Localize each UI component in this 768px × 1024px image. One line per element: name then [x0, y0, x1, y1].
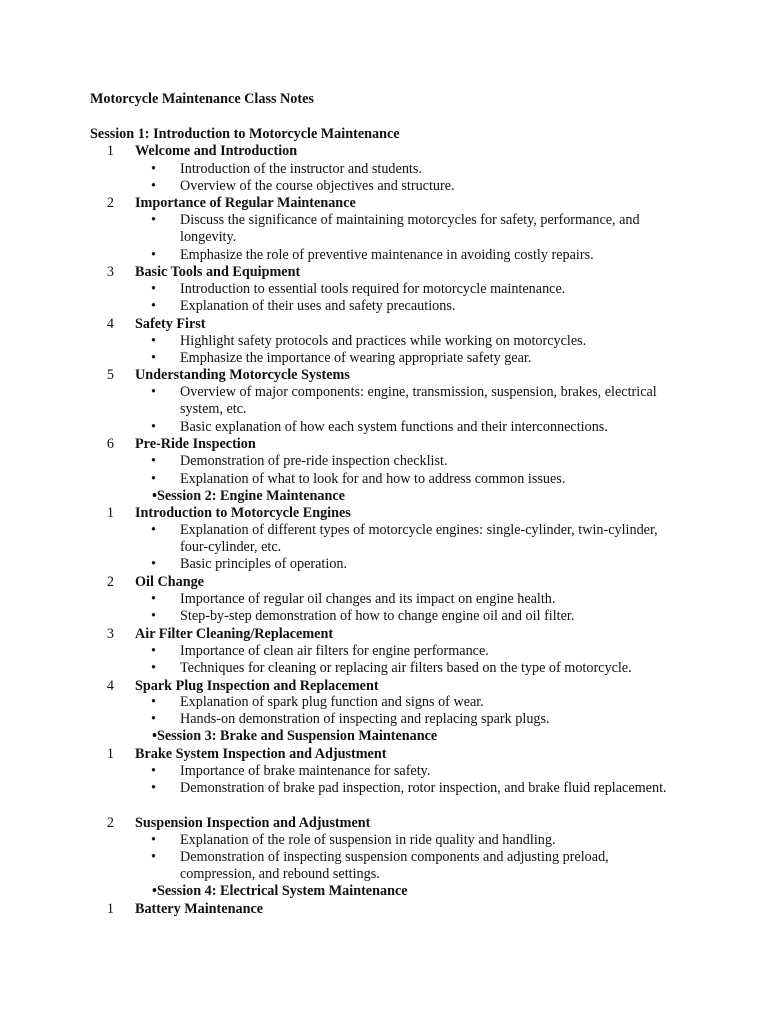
bullet-text: Explanation of their uses and safety precautions. [180, 298, 456, 314]
session-heading: •Session 3: Brake and Suspension Maintenance [152, 728, 438, 744]
item-number: 2 [106, 815, 114, 831]
bullet-text: Emphasize the importance of wearing appropriate safety gear. [180, 350, 532, 366]
bullet-marker: • [151, 660, 156, 676]
item-number: 2 [106, 195, 114, 211]
bullet-text: Emphasize the role of preventive maintenance in avoiding costly repairs. [180, 247, 594, 263]
item-title: Basic Tools and Equipment [135, 264, 301, 280]
bullet-marker: • [151, 522, 156, 538]
document-title: Motorcycle Maintenance Class Notes [90, 91, 314, 107]
item-title: Pre-Ride Inspection [135, 436, 256, 452]
bullet-marker: • [151, 763, 156, 779]
bullet-marker: • [151, 643, 156, 659]
item-title: Importance of Regular Maintenance [135, 195, 356, 211]
bullet-text: Demonstration of brake pad inspection, rotor inspection, and brake fluid replacement. [180, 780, 667, 796]
bullet-marker: • [151, 849, 156, 865]
item-title: Brake System Inspection and Adjustment [135, 746, 387, 762]
bullet-marker: • [151, 281, 156, 297]
bullet-text: Explanation of the role of suspension in ride quality and handling. [180, 832, 556, 848]
bullet-text: Introduction to essential tools required for motorcycle maintenance. [180, 281, 566, 297]
bullet-marker: • [151, 298, 156, 314]
item-title: Understanding Motorcycle Systems [135, 367, 350, 383]
bullet-marker: • [151, 832, 156, 848]
item-number: 1 [106, 143, 114, 159]
item-number: 1 [106, 901, 114, 917]
item-number: 1 [106, 746, 114, 762]
bullet-text: Highlight safety protocols and practices while working on motorcycles. [180, 333, 587, 349]
bullet-marker: • [151, 711, 156, 727]
bullet-text: Importance of regular oil changes and its impact on engine health. [180, 591, 556, 607]
bullet-text: Overview of major components: engine, transmission, suspension, brakes, electrical system, etc. [180, 384, 657, 418]
item-number: 1 [106, 505, 114, 521]
session-heading: •Session 2: Engine Maintenance [152, 488, 345, 504]
bullet-marker: • [151, 333, 156, 349]
bullet-marker: • [151, 694, 156, 710]
item-title: Oil Change [135, 574, 204, 590]
bullet-text: Discuss the significance of maintaining motorcycles for safety, performance, and longevity. [180, 212, 640, 246]
bullet-text: Techniques for cleaning or replacing air filters based on the type of motorcycle. [180, 660, 632, 676]
item-number: 6 [106, 436, 114, 452]
bullet-text: Importance of clean air filters for engine performance. [180, 643, 489, 659]
bullet-marker: • [151, 384, 156, 400]
item-number: 3 [106, 264, 114, 280]
bullet-text: Explanation of different types of motorcycle engines: single-cylinder, twin-cylinder, four-cylinder, etc. [180, 522, 658, 556]
item-title: Welcome and Introduction [135, 143, 298, 159]
bullet-marker: • [151, 453, 156, 469]
bullet-text: Basic explanation of how each system functions and their interconnections. [180, 419, 608, 435]
item-number: 4 [106, 678, 114, 694]
bullet-text: Demonstration of inspecting suspension components and adjusting preload, compression, and rebound settings. [180, 849, 609, 883]
item-title: Suspension Inspection and Adjustment [135, 815, 371, 831]
bullet-marker: • [151, 247, 156, 263]
item-number: 5 [106, 367, 114, 383]
bullet-marker: • [151, 780, 156, 796]
bullet-marker: • [151, 471, 156, 487]
bullet-marker: • [151, 591, 156, 607]
bullet-text: Explanation of what to look for and how to address common issues. [180, 471, 566, 487]
bullet-text: Demonstration of pre-ride inspection checklist. [180, 453, 448, 469]
item-title: Spark Plug Inspection and Replacement [135, 678, 379, 694]
bullet-marker: • [151, 161, 156, 177]
bullet-text: Overview of the course objectives and structure. [180, 178, 455, 194]
bullet-marker: • [151, 178, 156, 194]
bullet-text: Importance of brake maintenance for safety. [180, 763, 431, 779]
item-number: 2 [106, 574, 114, 590]
item-number: 3 [106, 626, 114, 642]
bullet-text: Introduction of the instructor and students. [180, 161, 422, 177]
bullet-text: Explanation of spark plug function and signs of wear. [180, 694, 484, 710]
item-title: Introduction to Motorcycle Engines [135, 505, 351, 521]
bullet-marker: • [151, 350, 156, 366]
session-heading: •Session 4: Electrical System Maintenance [152, 883, 408, 899]
bullet-text: Step-by-step demonstration of how to change engine oil and oil filter. [180, 608, 575, 624]
bullet-marker: • [151, 419, 156, 435]
session-heading: Session 1: Introduction to Motorcycle Maintenance [90, 126, 400, 142]
item-title: Safety First [135, 316, 206, 332]
bullet-text: Basic principles of operation. [180, 556, 348, 572]
item-title: Air Filter Cleaning/Replacement [135, 626, 334, 642]
bullet-text: Hands-on demonstration of inspecting and replacing spark plugs. [180, 711, 550, 727]
bullet-marker: • [151, 212, 156, 228]
item-number: 4 [106, 316, 114, 332]
item-title: Battery Maintenance [135, 901, 264, 917]
bullet-marker: • [151, 556, 156, 572]
bullet-marker: • [151, 608, 156, 624]
